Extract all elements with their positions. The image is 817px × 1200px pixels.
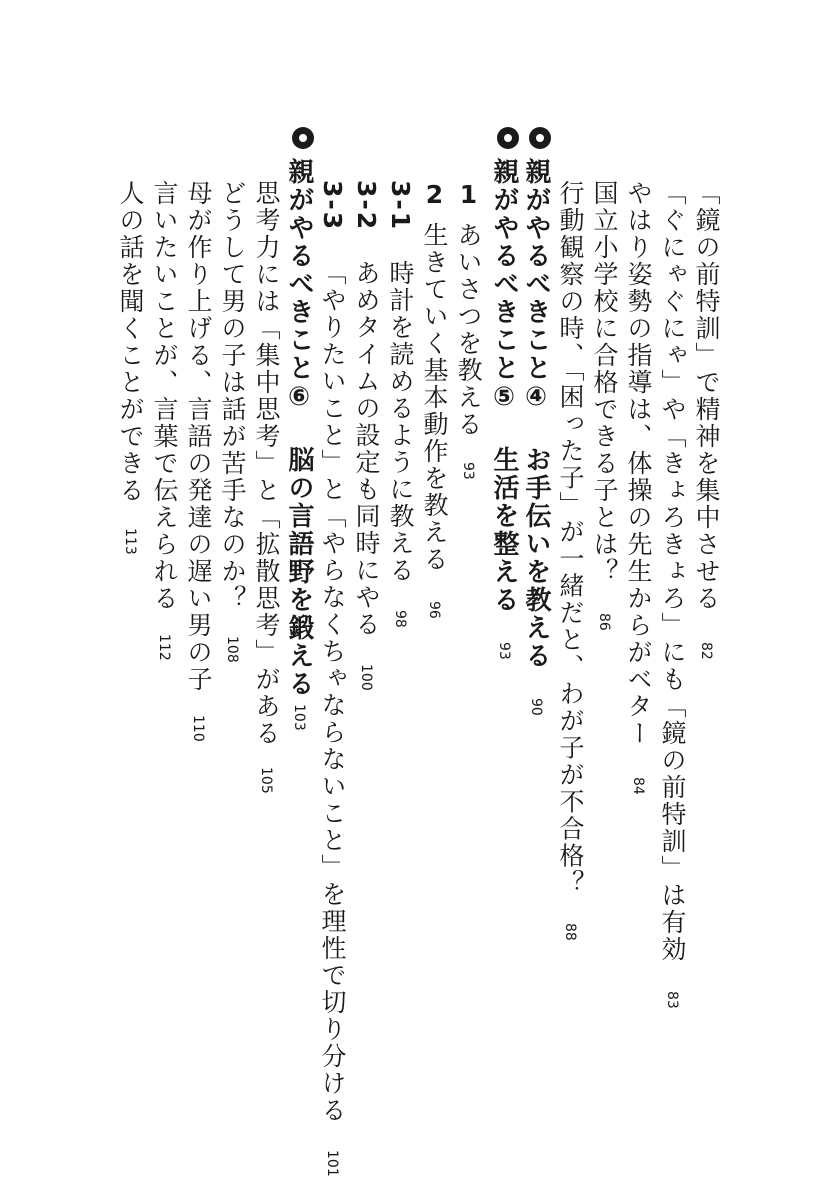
entry-title: やはり姿勢の指導は、体操の先生からがベター [624,180,653,747]
entry-index: 1 [454,180,483,211]
entry-page: 93 [460,462,476,480]
entry-page: 86 [596,613,612,631]
entry-page: 113 [122,528,138,555]
toc-entry [148,180,180,1180]
entry-title: 思考力には「集中思考」と「拡散思考」がある [252,180,281,747]
entry-page: 93 [496,642,512,660]
entry-title: 時計を読めるように教える [386,260,415,584]
entry-page: 84 [630,777,646,795]
entry-index: 3-1 [386,180,415,232]
entry-title: どうして男の子は話が苦手なのか？ [218,180,247,612]
entry-title: 国立小学校に合格できる子とは？ [590,180,619,585]
entry-title: 行動観察の時、「困った子」が一緒だと、わが子が不合格？ [556,180,585,897]
entry-page: 83 [664,991,680,1009]
entry-page: 98 [392,610,408,628]
entry-page: 96 [426,601,442,619]
entry-title: 生きていく基本動作を教える [420,222,449,573]
entry-title: 人の話を聞くことができる [116,180,145,504]
entry-page: 112 [156,634,172,661]
section-bullet-icon [497,127,519,149]
entry-page: 108 [224,636,240,663]
entry-title: あいさつを教える [454,222,483,438]
toc-entry [182,180,214,1180]
entry-page: 100 [358,664,374,691]
entry-page: 101 [324,1150,340,1177]
toc-entry [216,180,248,1180]
toc-entry [350,180,382,1180]
entry-title: 「鏡の前特訓」で精神を集中させる [692,180,721,612]
toc-section-heading [520,158,552,1158]
toc-entry [554,180,586,1180]
entry-page: 88 [562,922,578,941]
toc-entry [418,180,450,1180]
toc-section-heading [488,158,520,1158]
section-title: 親がやるべきこと⑥ 脳の言語野を鍛える [284,158,314,698]
entry-index: 2 [420,180,449,211]
toc-entry [250,180,282,1180]
entry-page: 105 [258,767,274,794]
entry-page: 90 [528,698,544,716]
toc-entry [622,180,654,1180]
toc-entry [656,180,688,1180]
toc-entry [588,180,620,1180]
entry-page: 110 [190,715,206,742]
entry-title: 「やりたいこと」と「やらなくちゃならないこと」を理性で切り分ける [318,260,347,1124]
entry-title: 言いたいことが、言葉で伝えられる [150,180,179,612]
entry-title: 「ぐにゃぐにゃ」や「きょろきょろ」にも「鏡の前特訓」は有効 [658,180,687,963]
toc-section-heading [283,158,315,1158]
entry-index: 3-2 [352,180,381,232]
section-title: 親がやるべきこと⑤ 生活を整える [489,158,519,614]
entry-title: あめタイムの設定も同時にやる [352,260,381,638]
toc-entry [316,180,348,1180]
section-title: 親がやるべきこと④ お手伝いを教える [521,158,551,670]
toc-entry [690,180,722,1180]
entry-page: 82 [698,642,714,660]
entry-title: 母が作り上げる、言語の発達の遅い男の子 [184,180,213,693]
entry-index: 3-3 [318,180,347,232]
section-bullet-icon [529,127,551,149]
toc-entry [384,180,416,1180]
toc-entry [452,180,484,1180]
entry-page: 103 [291,704,307,731]
toc-entry [114,180,146,1180]
section-bullet-icon [292,127,314,149]
